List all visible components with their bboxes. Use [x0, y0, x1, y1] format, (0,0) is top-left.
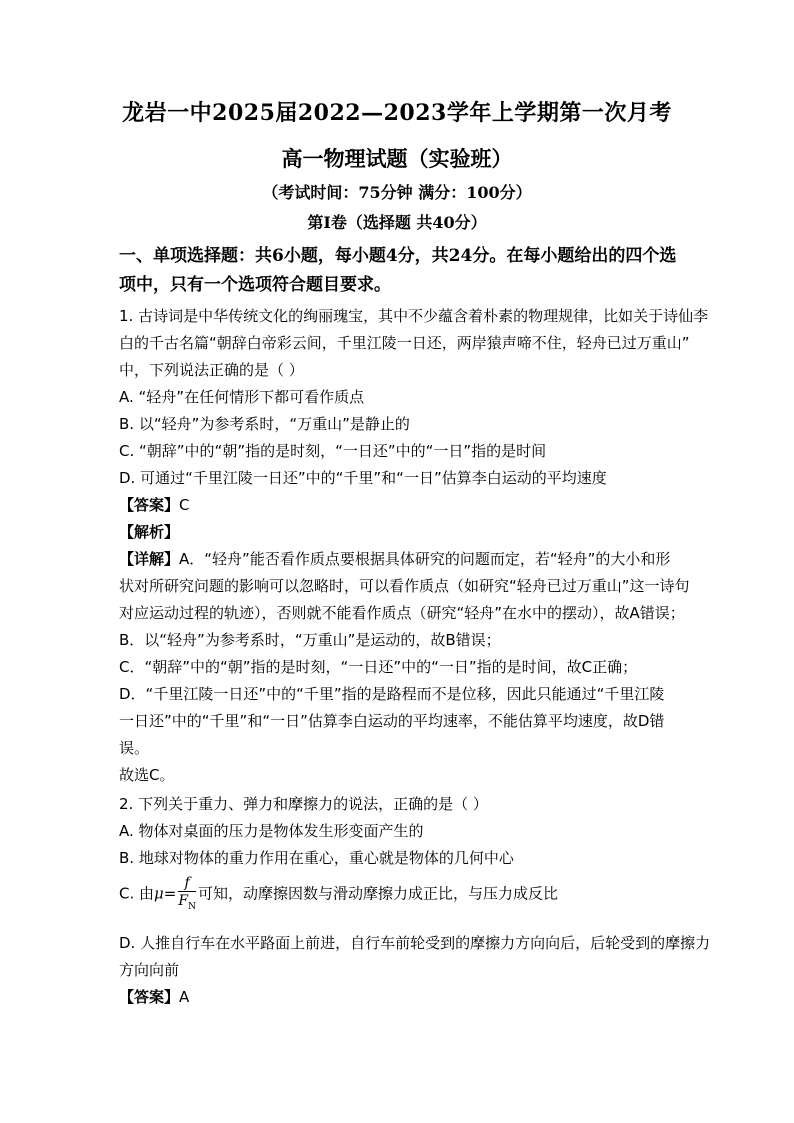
q1-option-c: C. “朝辞”中的“朝”指的是时刻，“一日还”中的“一日”指的是时间	[119, 442, 547, 460]
q1-analysis-line: B．以“轻舟”为参考系时，“万重山”是运动的，故B错误；	[119, 631, 501, 649]
q2-stem: 2. 下列关于重力、弹力和摩擦力的说法，正确的是（ ）	[119, 795, 488, 813]
detail-label: 【详解】	[119, 550, 180, 568]
q2-option-d-cont: 方向向前	[119, 961, 180, 979]
q1-analysis-line: 误。	[119, 739, 150, 757]
q2-option-b: B. 地球对物体的重力作用在重心，重心就是物体的几何中心	[119, 849, 514, 867]
q1-answer	[119, 494, 190, 515]
q1-analysis-line: 一日还”中的“千里”和“一日”估算李白运动的平均速率，不能估算平均速度，故D错	[119, 712, 665, 730]
q1-stem-line: 1. 古诗词是中华传统文化的绚丽瑰宝，其中不少蕴含着朴素的物理规律，比如关于诗仙李	[119, 307, 709, 325]
q1-option-a: A. “轻舟”在任何情形下都可看作质点	[119, 388, 365, 406]
analysis-text: A．“轻舟”能否看作质点要根据具体研究的问题而定，若“轻舟”的大小和形	[179, 550, 671, 568]
exam-info: （考试时间：75分钟 满分：100分）	[262, 183, 532, 202]
volume-heading: 第I卷（选择题 共40分）	[307, 213, 487, 232]
answer-label: 【答案】	[119, 988, 180, 1006]
q1-analysis-label: 【解析】	[119, 523, 180, 541]
denominator-symbol: F	[178, 893, 189, 909]
mu-symbol: μ	[154, 884, 164, 903]
q1-analysis-line: C．“朝辞”中的“朝”指的是时刻，“一日还”中的“一日”指的是时间，故C正确；	[119, 658, 638, 676]
q1-analysis-line: 状对所研究问题的影响可以忽略时，可以看作质点（如研究“轻舟已过万重山”这一诗句	[119, 577, 690, 595]
q1-analysis-line: D．“千里江陵一日还”中的“千里”指的是路程而不是位移，因此只能通过“千里江陵	[119, 685, 665, 703]
option-c-suffix: 可知，动摩擦因数与滑动摩擦力成正比，与压力成反比	[197, 884, 558, 903]
q2-option-d: D. 人推自行车在水平路面上前进，自行车前轮受到的摩擦力方向向后，后轮受到的摩擦力	[119, 934, 711, 952]
exam-title: 龙岩一中2025届2022—2023学年上学期第一次月考	[122, 100, 672, 126]
answer-value: C	[179, 496, 190, 514]
q1-stem-line: 中，下列说法正确的是（ ）	[119, 361, 304, 379]
denominator-subscript: N	[188, 901, 196, 912]
q1-stem-line: 白的千古名篇“朝辞白帝彩云间，千里江陵一日还，两岸猿声啼不住，轻舟已过万重山”	[119, 334, 690, 352]
answer-label: 【答案】	[119, 496, 180, 514]
q2-option-a: A. 物体对桌面的压力是物体发生形变面产生的	[119, 822, 424, 840]
answer-value: A	[179, 988, 190, 1006]
q1-option-d: D. 可通过“千里江陵一日还”中的“千里”和“一日”估算李白运动的平均速度	[119, 469, 607, 487]
section-heading-line2: 项中，只有一个选项符合题目要求。	[119, 275, 391, 295]
formula-denominator	[178, 892, 196, 912]
equals-sign: =	[163, 884, 177, 903]
exam-subtitle: 高一物理试题（实验班）	[281, 146, 513, 171]
q1-conclusion: 故选C。	[119, 766, 175, 784]
q2-answer	[119, 986, 189, 1007]
option-c-prefix: C. 由	[119, 884, 155, 903]
q1-analysis-line: 对应运动过程的轨迹），否则就不能看作质点（研究“轻舟”在水中的摆动），故A错误；	[119, 604, 685, 622]
q2-option-c	[119, 876, 558, 912]
formula-numerator: f	[178, 876, 196, 892]
q1-option-b: B. 以“轻舟”为参考系时，“万重山”是静止的	[119, 415, 410, 433]
q1-analysis-line	[119, 548, 670, 569]
friction-formula	[178, 876, 196, 912]
section-heading-line1: 一、单项选择题：共6小题，每小题4分，共24分。在每小题给出的四个选	[119, 246, 677, 266]
